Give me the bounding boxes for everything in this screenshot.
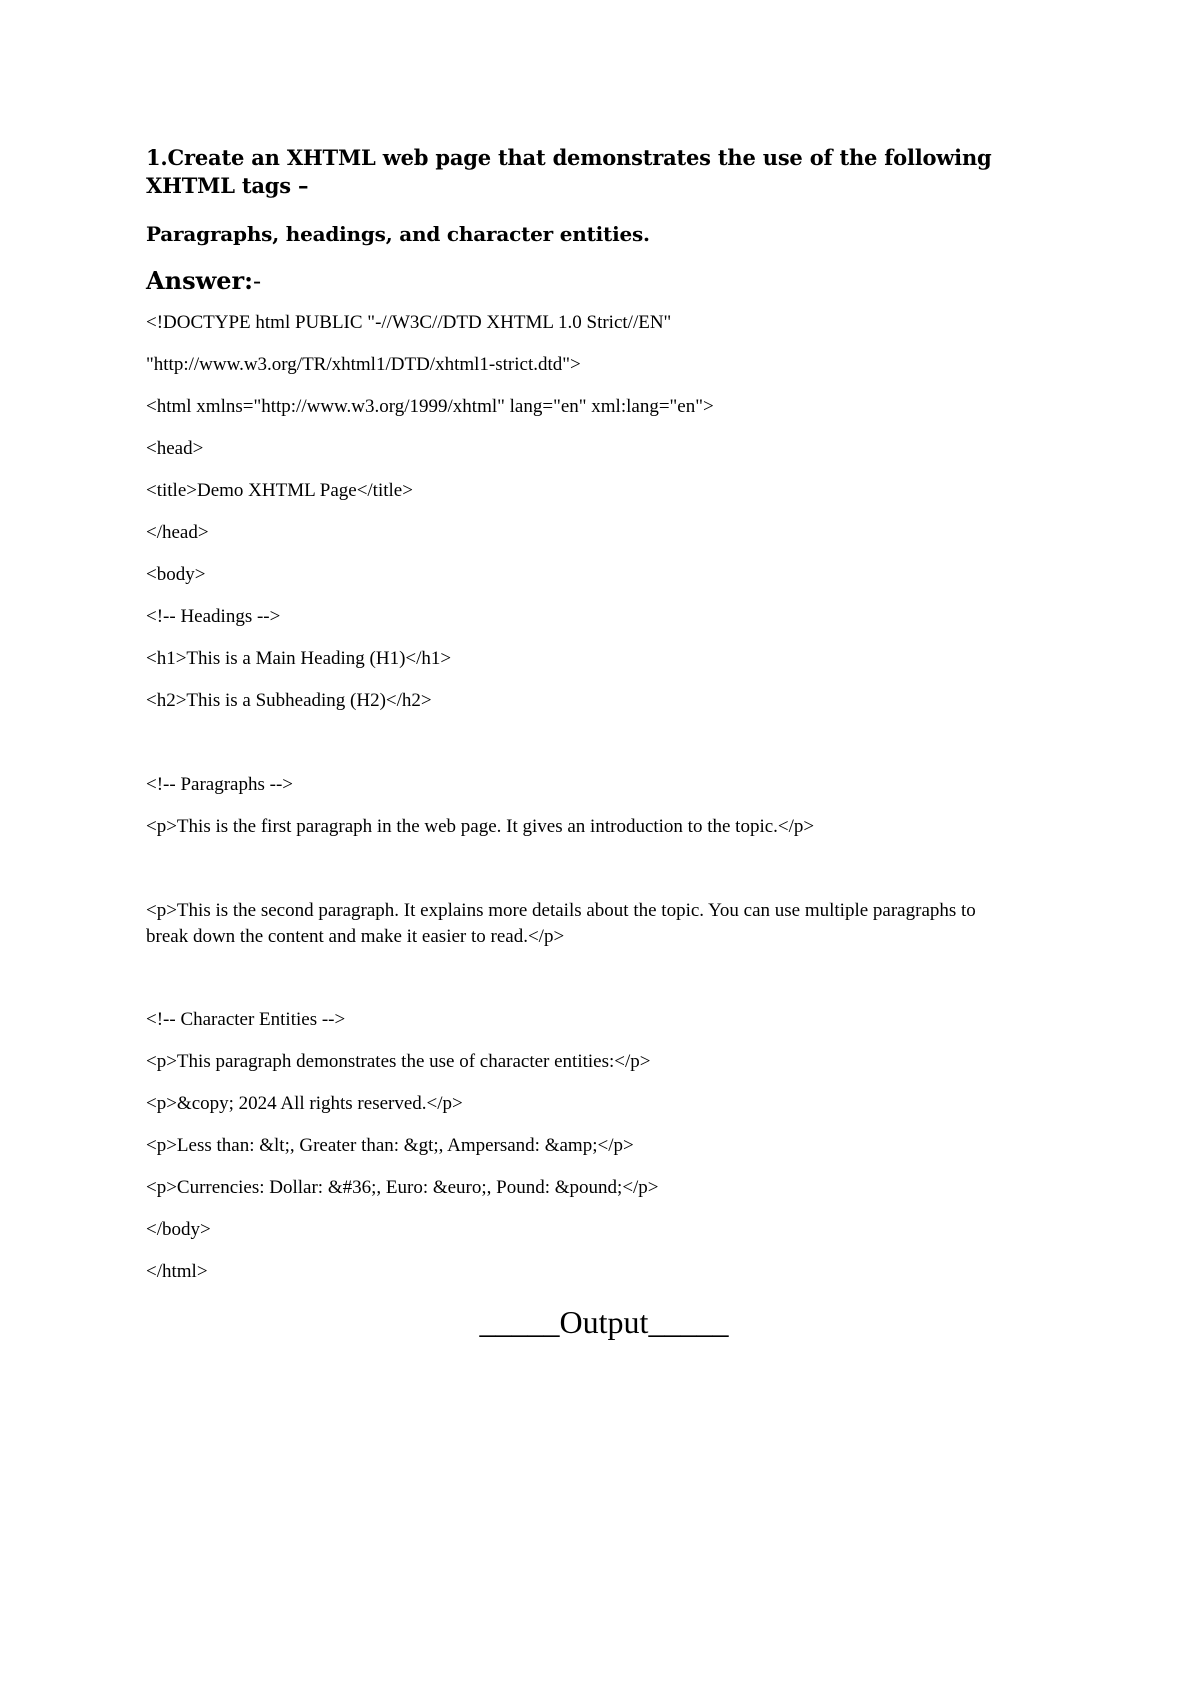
answer-label-text: Answer:: [146, 266, 254, 295]
question-title: 1.Create an XHTML web page that demonstrates the use of the following XHTML tags –: [146, 145, 992, 198]
code-line-comment-headings: <!-- Headings -->: [146, 606, 281, 627]
code-line-copyright: <p>&copy; 2024 All rights reserved.</p>: [146, 1093, 463, 1114]
question-subtitle: Paragraphs, headings, and character entities.: [146, 222, 650, 246]
code-line-doctype: <!DOCTYPE html PUBLIC "-//W3C//DTD XHTML 1.0 Strict//EN": [146, 312, 672, 333]
code-line-h1: <h1>This is a Main Heading (H1)</h1>: [146, 648, 452, 669]
code-line-head-open: <head>: [146, 438, 204, 459]
answer-label-suffix: -: [253, 267, 262, 295]
code-line-title: <title>Demo XHTML Page</title>: [146, 480, 413, 501]
code-line-paragraph-2: <p>This is the second paragraph. It explains more details about the topic. You can use multiple paragraphs to break down the content and make it easier to read.</p>: [146, 900, 976, 947]
output-heading: _____Output_____: [479, 1304, 729, 1340]
code-line-head-close: </head>: [146, 522, 209, 543]
code-line-dtd-url: "http://www.w3.org/TR/xhtml1/DTD/xhtml1-strict.dtd">: [146, 354, 581, 375]
code-line-body-close: </body>: [146, 1219, 211, 1240]
answer-label: [146, 266, 261, 296]
code-line-currencies: <p>Currencies: Dollar: &#36;, Euro: &euro;, Pound: &pound;</p>: [146, 1177, 659, 1198]
code-line-body-open: <body>: [146, 564, 206, 585]
code-line-html-open: <html xmlns="http://www.w3.org/1999/xhtml" lang="en" xml:lang="en">: [146, 396, 714, 417]
code-line-h2: <h2>This is a Subheading (H2)</h2>: [146, 690, 432, 711]
code-line-paragraph-1: <p>This is the first paragraph in the web page. It gives an introduction to the topic.</p>: [146, 816, 815, 837]
code-line-comment-entities: <!-- Character Entities -->: [146, 1009, 346, 1030]
code-line-comment-paragraphs: <!-- Paragraphs -->: [146, 774, 293, 795]
code-line-less-greater: <p>Less than: &lt;, Greater than: &gt;, Ampersand: &amp;</p>: [146, 1135, 634, 1156]
code-line-entities-intro: <p>This paragraph demonstrates the use of character entities:</p>: [146, 1051, 651, 1072]
code-line-html-close: </html>: [146, 1261, 208, 1282]
